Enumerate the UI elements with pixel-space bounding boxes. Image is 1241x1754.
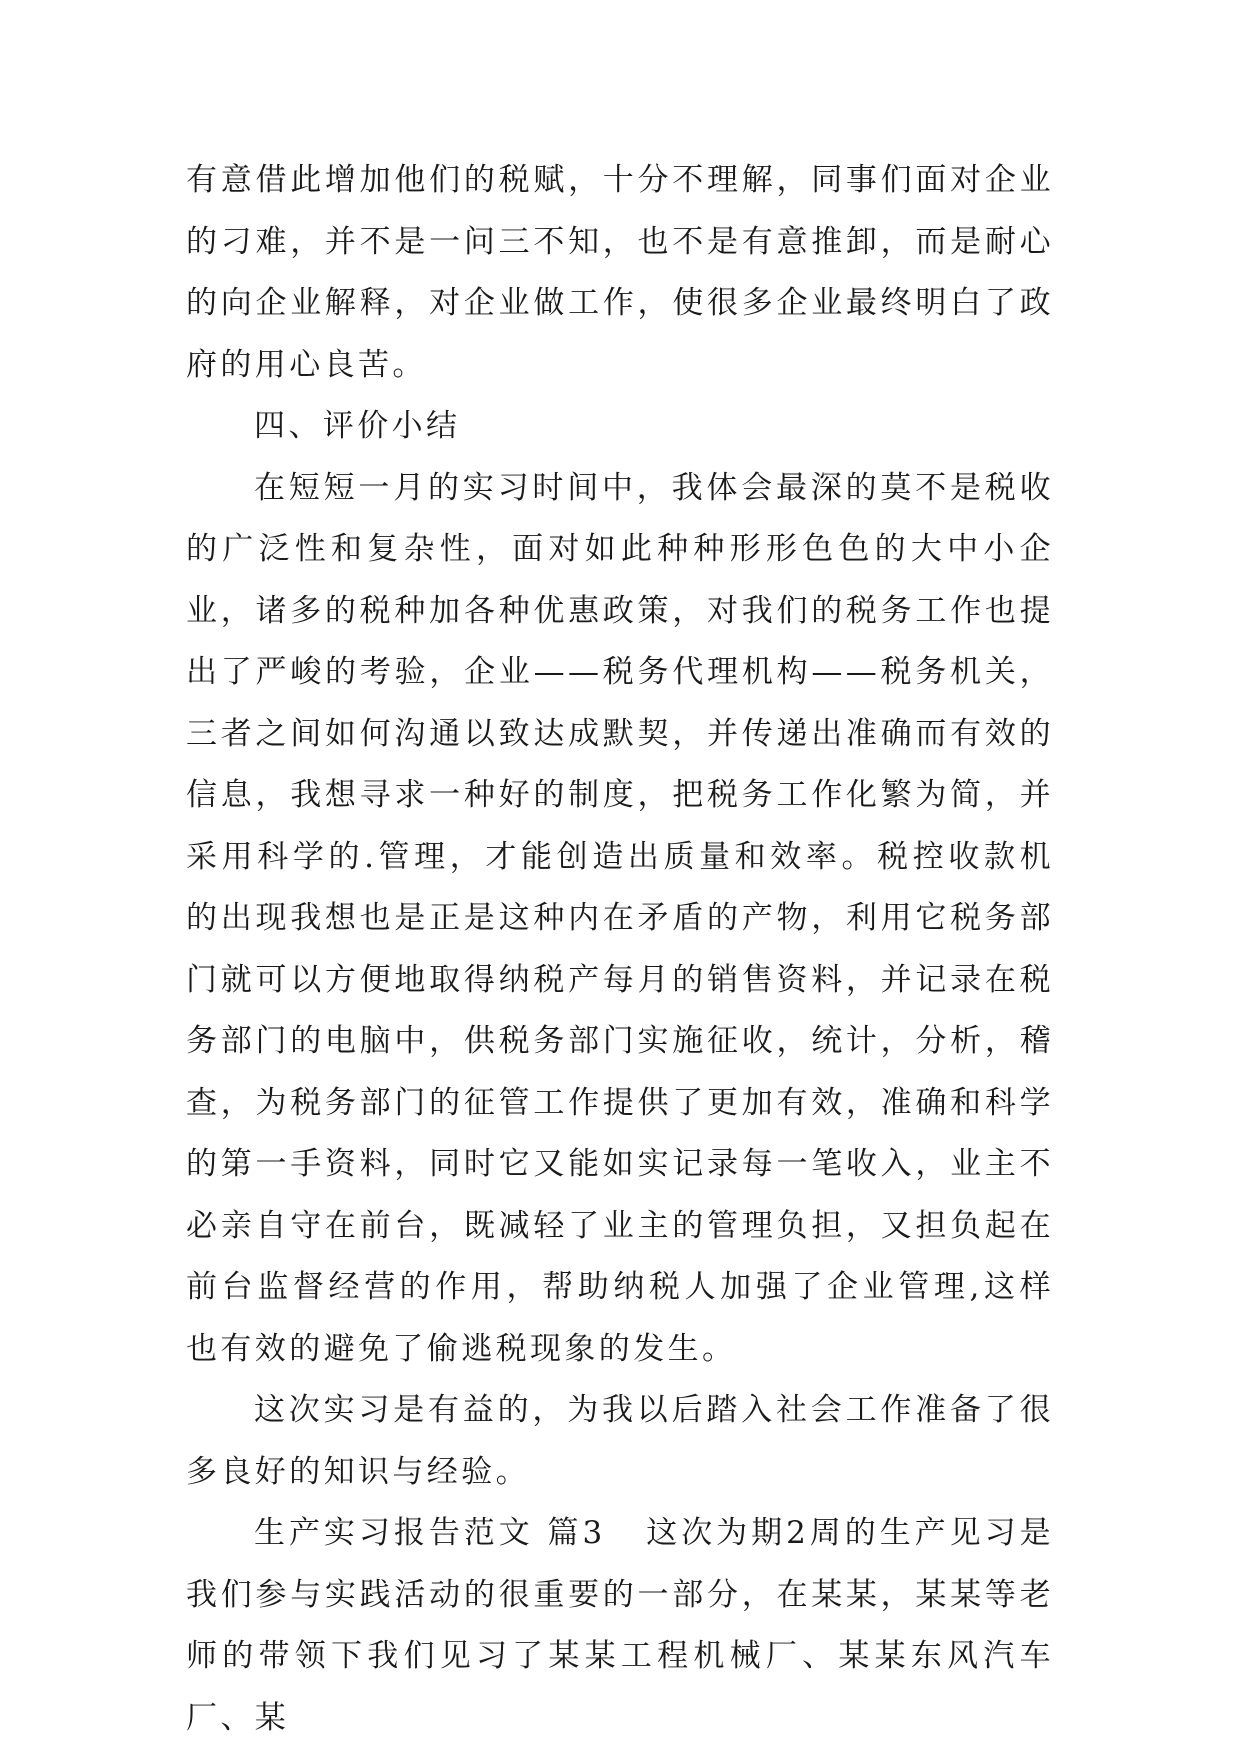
paragraph-summary: 在短短一月的实习时间中，我体会最深的莫不是税收的广泛性和复杂性，面对如此种种形形色色的大中小企业，诸多的税种加各种优惠政策，对我们的税务工作也提出了严峻的考验，企业——税务代理机构——税务机关，三者之间如何沟通以致达成默契，并传递出准确而有效的信息，我想寻求一种好的制度，把税务工作化繁为简，并采用科学的.管理，才能创造出质量和效率。税控收款机的出现我想也是正是这种内在矛盾的产物，利用它税务部门就可以方便地取得纳税产每月的销售资料，并记录在税务部门的电脑中，供税务部门实施征收，统计，分析，稽查，为税务部门的征管工作提供了更加有效，准确和科学的第一手资料，同时它又能如实记录每一笔收入，业主不必亲自守在前台，既减轻了业主的管理负担，又担负起在前台监督经营的作用，帮助纳税人加强了企业管理,这样也有效的避免了偷逃税现象的发生。 [186,469,1054,1367]
paragraph-continuation: 有意借此增加他们的税赋，十分不理解，同事们面对企业的刁难，并不是一问三不知，也不是有意推卸，而是耐心的向企业解释，对企业做工作，使很多企业最终明白了政府的用心良苦。 [186,162,1054,383]
paragraph-conclusion: 这次实习是有益的，为我以后踏入社会工作准备了很多良好的知识与经验。 [186,1392,1054,1490]
document-body [186,150,1054,1749]
paragraph-article-3 [186,1503,1054,1749]
article-heading: 生产实习报告范文 篇3 [254,1515,606,1551]
section-heading: 四、评价小结 [254,408,461,444]
article-body: 这次为期2周的生产见习是我们参与实践活动的很重要的一部分，在某某，某某等老师的带领下我们见习了某某工程机械厂、某某东风汽车厂、某 [186,1515,1054,1736]
